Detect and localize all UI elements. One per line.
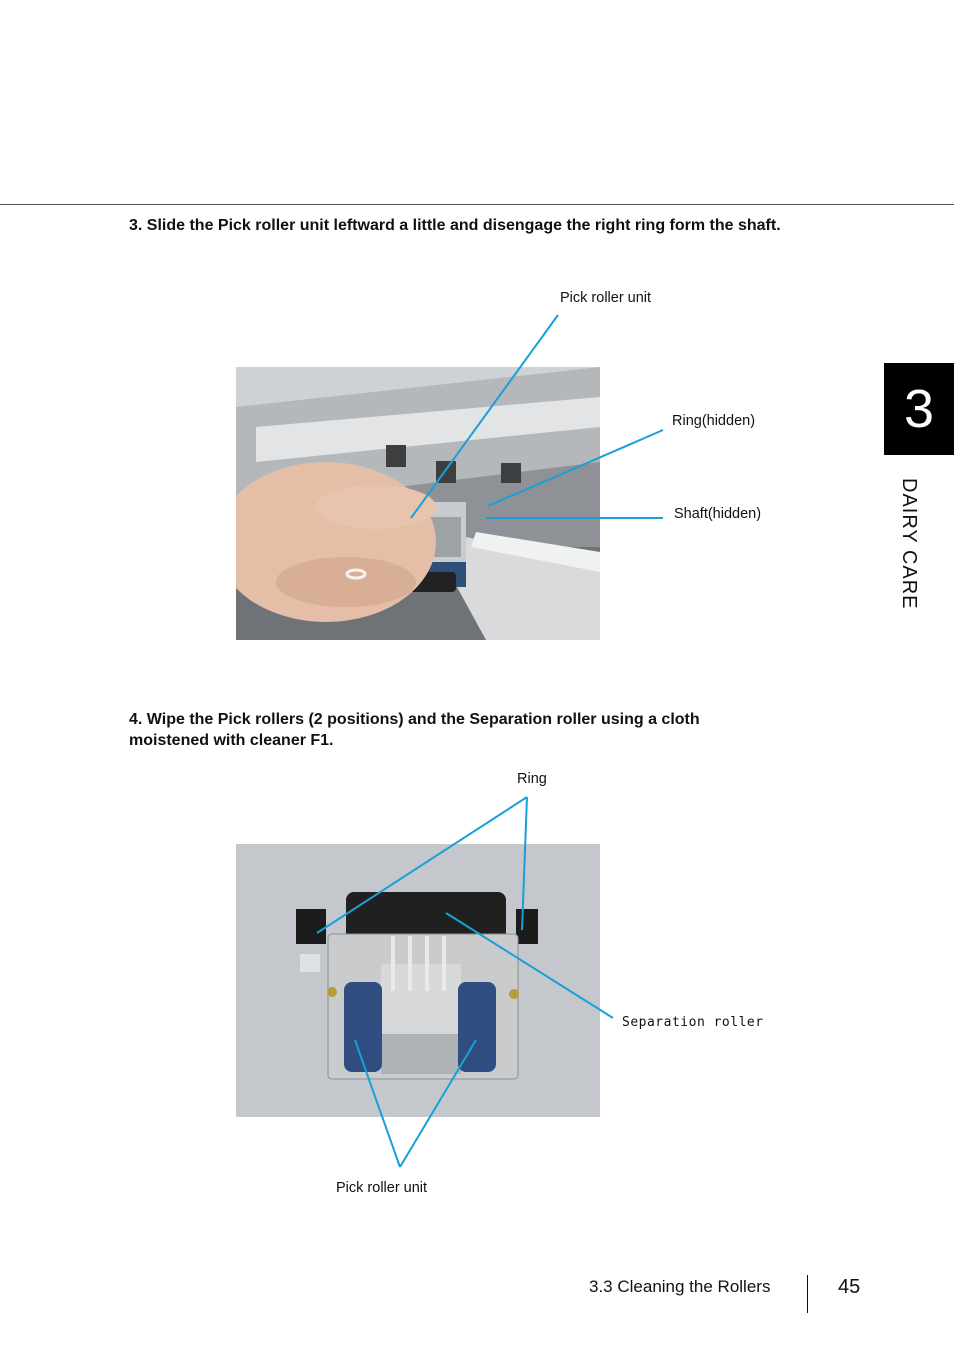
- label-pick-roller-unit-bottom: Pick roller unit: [336, 1180, 428, 1196]
- page-number: 45: [838, 1276, 861, 1298]
- step-3-instruction: 3. Slide the Pick roller unit leftward a little and disengage the right ring form the shaft.: [129, 217, 781, 234]
- step-4-instruction-line2: moistened with cleaner F1.: [129, 732, 334, 749]
- top-rule: [0, 204, 954, 205]
- label-separation-roller: Separation roller: [622, 1015, 764, 1030]
- label-pick-roller-unit-top: Pick roller unit: [560, 290, 652, 306]
- chapter-tab: 3: [884, 363, 954, 455]
- footer-section-title: 3.3 Cleaning the Rollers: [589, 1277, 771, 1296]
- label-ring-hidden: Ring(hidden): [672, 413, 756, 429]
- label-shaft-hidden: Shaft(hidden): [674, 506, 762, 522]
- label-ring: Ring: [517, 771, 547, 787]
- chapter-title: DAIRY CARE: [898, 478, 920, 610]
- step-4-instruction-line1: 4. Wipe the Pick rollers (2 positions) and the Separation roller using a cloth: [129, 711, 700, 728]
- photo-scanner-pick-roller-removal: [236, 367, 600, 640]
- footer-divider: [807, 1275, 808, 1313]
- photo-pick-roller-unit: [236, 844, 600, 1117]
